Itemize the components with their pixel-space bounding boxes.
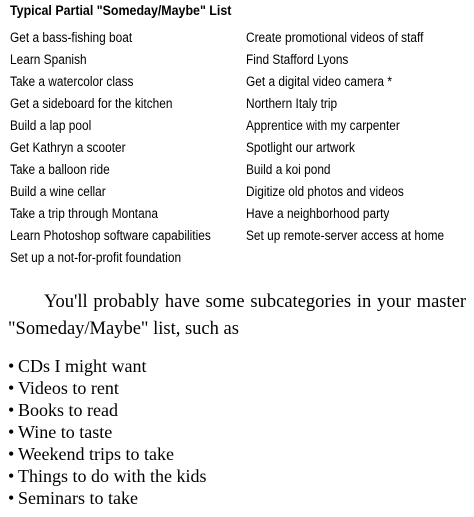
list-item: Take a watercolor class (10, 74, 134, 89)
bullet-icon: • (8, 444, 15, 464)
list-right-column (246, 27, 471, 247)
list-item: Take a balloon ride (10, 162, 110, 177)
subcategory-list (8, 355, 207, 509)
body-paragraph: You'll probably have some subcategories in your master "Someday/Maybe" list, such as (8, 292, 466, 339)
subcategory-label: Wine to taste (18, 422, 113, 442)
list-item: Spotlight our artwork (246, 140, 355, 155)
list-item: Build a koi pond (246, 162, 331, 177)
subcategory-label: Things to do with the kids (18, 466, 207, 486)
list-item: Set up a not-for-profit foundation (10, 250, 182, 265)
bullet-icon: • (8, 488, 15, 508)
subcategory-item (8, 399, 207, 421)
list-left-column (10, 27, 238, 269)
bullet-icon: • (8, 466, 15, 486)
list-item: Take a trip through Montana (10, 206, 158, 221)
list-item: Set up remote-server access at home (246, 228, 445, 243)
list-title: Typical Partial "Someday/Maybe" List (10, 3, 232, 18)
list-item: Get a bass-fishing boat (10, 30, 133, 45)
list-item: Have a neighborhood party (246, 206, 390, 221)
list-item: Build a lap pool (10, 118, 92, 133)
subcategory-item (8, 377, 207, 399)
list-item: Learn Photoshop software capabilities (10, 228, 211, 243)
bullet-icon: • (8, 422, 15, 442)
list-item: Digitize old photos and videos (246, 184, 404, 199)
bullet-icon: • (8, 356, 15, 376)
bullet-icon: • (8, 400, 15, 420)
subcategory-item (8, 443, 207, 465)
subcategory-label: Weekend trips to take (18, 444, 174, 464)
subcategory-label: Videos to rent (18, 378, 119, 398)
subcategory-item (8, 355, 207, 377)
list-item: Northern Italy trip (246, 96, 338, 111)
bullet-icon: • (8, 378, 15, 398)
subcategory-item (8, 487, 207, 509)
list-item: Get a sideboard for the kitchen (10, 96, 173, 111)
subcategory-label: CDs I might want (18, 356, 147, 376)
list-item: Find Stafford Lyons (246, 52, 349, 67)
subcategory-item (8, 465, 207, 487)
list-item: Get a digital video camera * (246, 74, 392, 89)
list-item: Get Kathryn a scooter (10, 140, 126, 155)
subcategory-label: Books to read (18, 400, 118, 420)
subcategory-label: Seminars to take (18, 488, 138, 508)
list-item: Learn Spanish (10, 52, 87, 67)
subcategory-item (8, 421, 207, 443)
list-item: Create promotional videos of staff (246, 30, 424, 45)
list-item: Build a wine cellar (10, 184, 106, 199)
list-item: Apprentice with my carpenter (246, 118, 400, 133)
